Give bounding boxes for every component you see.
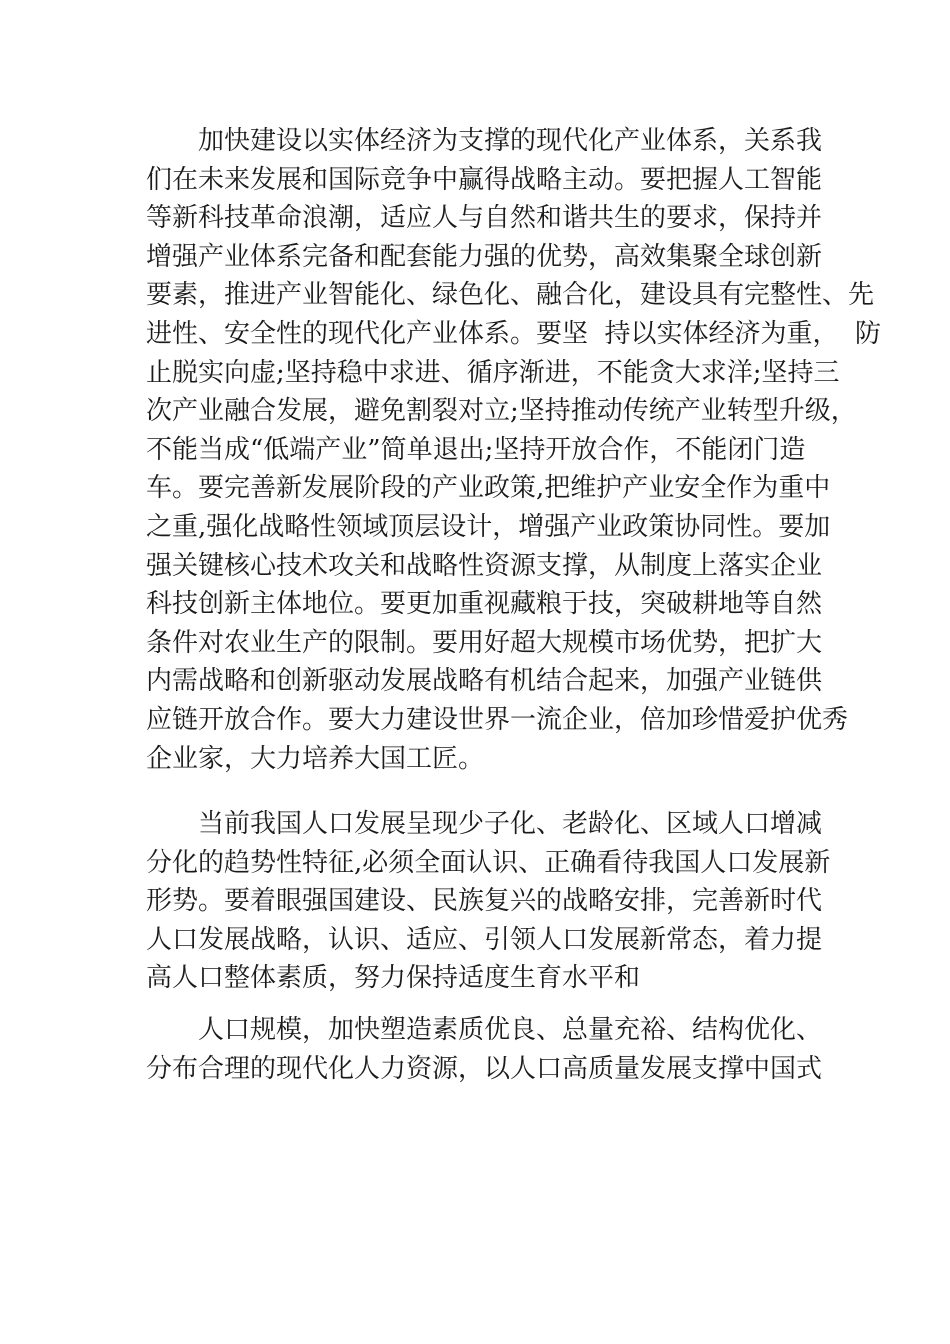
text-line: 分化的趋势性特征,必须全面认识、正确看待我国人口发展新 <box>146 847 831 878</box>
text-line: 内需战略和创新驱动发展战略有机结合起来，加强产业链供 <box>146 666 823 697</box>
text-line: 人口发展战略，认识、适应、引领人口发展新常态，着力提 <box>146 924 823 955</box>
text-line: 形势。要着眼强国建设、民族复兴的战略安排，完善新时代 <box>146 886 823 917</box>
text-line: 应链开放合作。要大力建设世界一流企业，倍加珍惜爱护优秀 <box>146 704 849 735</box>
text-line: 等新科技革命浪潮，适应人与自然和谐共生的要求，保持并 <box>146 203 823 234</box>
paragraph-population-development <box>146 805 831 998</box>
text-line: 增强产业体系完备和配套能力强的优势，高效集聚全球创新 <box>146 241 823 272</box>
text-line: 加快建设以实体经济为支撑的现代化产业体系，关系我 <box>198 126 823 156</box>
text-line: 分布合理的现代化人力资源，以人口高质量发展支撑中国式 <box>146 1053 823 1084</box>
text-line: 进性、安全性的现代化产业体系。要坚 持以实体经济为重， 防 <box>146 318 882 349</box>
paragraph-human-resources <box>146 1011 826 1088</box>
text-line: 科技创新主体地位。要更加重视藏粮于技，突破耕地等自然 <box>146 589 823 620</box>
paragraph-industry-system <box>146 122 882 778</box>
text-line: 条件对农业生产的限制。要用好超大规模市场优势，把扩大 <box>146 627 823 658</box>
text-line: 强关键核心技术攻关和战略性资源支撑，从制度上落实企业 <box>146 550 823 581</box>
text-line: 高人口整体素质，努力保持适度生育水平和 <box>146 963 641 994</box>
text-line: 们在未来发展和国际竞争中赢得战略主动。要把握人工智能 <box>146 164 823 195</box>
text-line: 不能当成“低端产业”简单退出;坚持开放合作，不能闭门造 <box>146 434 806 465</box>
text-line: 止脱实向虚;坚持稳中求进、循序渐进，不能贪大求洋;坚持三 <box>146 357 840 388</box>
text-line: 车。要完善新发展阶段的产业政策,把维护产业安全作为重中 <box>146 473 831 504</box>
text-line: 人口规模，加快塑造素质优良、总量充裕、结构优化、 <box>198 1015 823 1045</box>
text-line: 当前我国人口发展呈现少子化、老龄化、区域人口增减 <box>198 809 823 839</box>
text-line: 要素，推进产业智能化、绿色化、融合化，建设具有完整性、先 <box>146 280 875 311</box>
text-line: 之重,强化战略性领域顶层设计，增强产业政策协同性。要加 <box>146 511 831 542</box>
text-line: 次产业融合发展，避免割裂对立;坚持推动传统产业转型升级， <box>146 396 857 427</box>
text-line: 企业家，大力培养大国工匠。 <box>146 743 485 774</box>
